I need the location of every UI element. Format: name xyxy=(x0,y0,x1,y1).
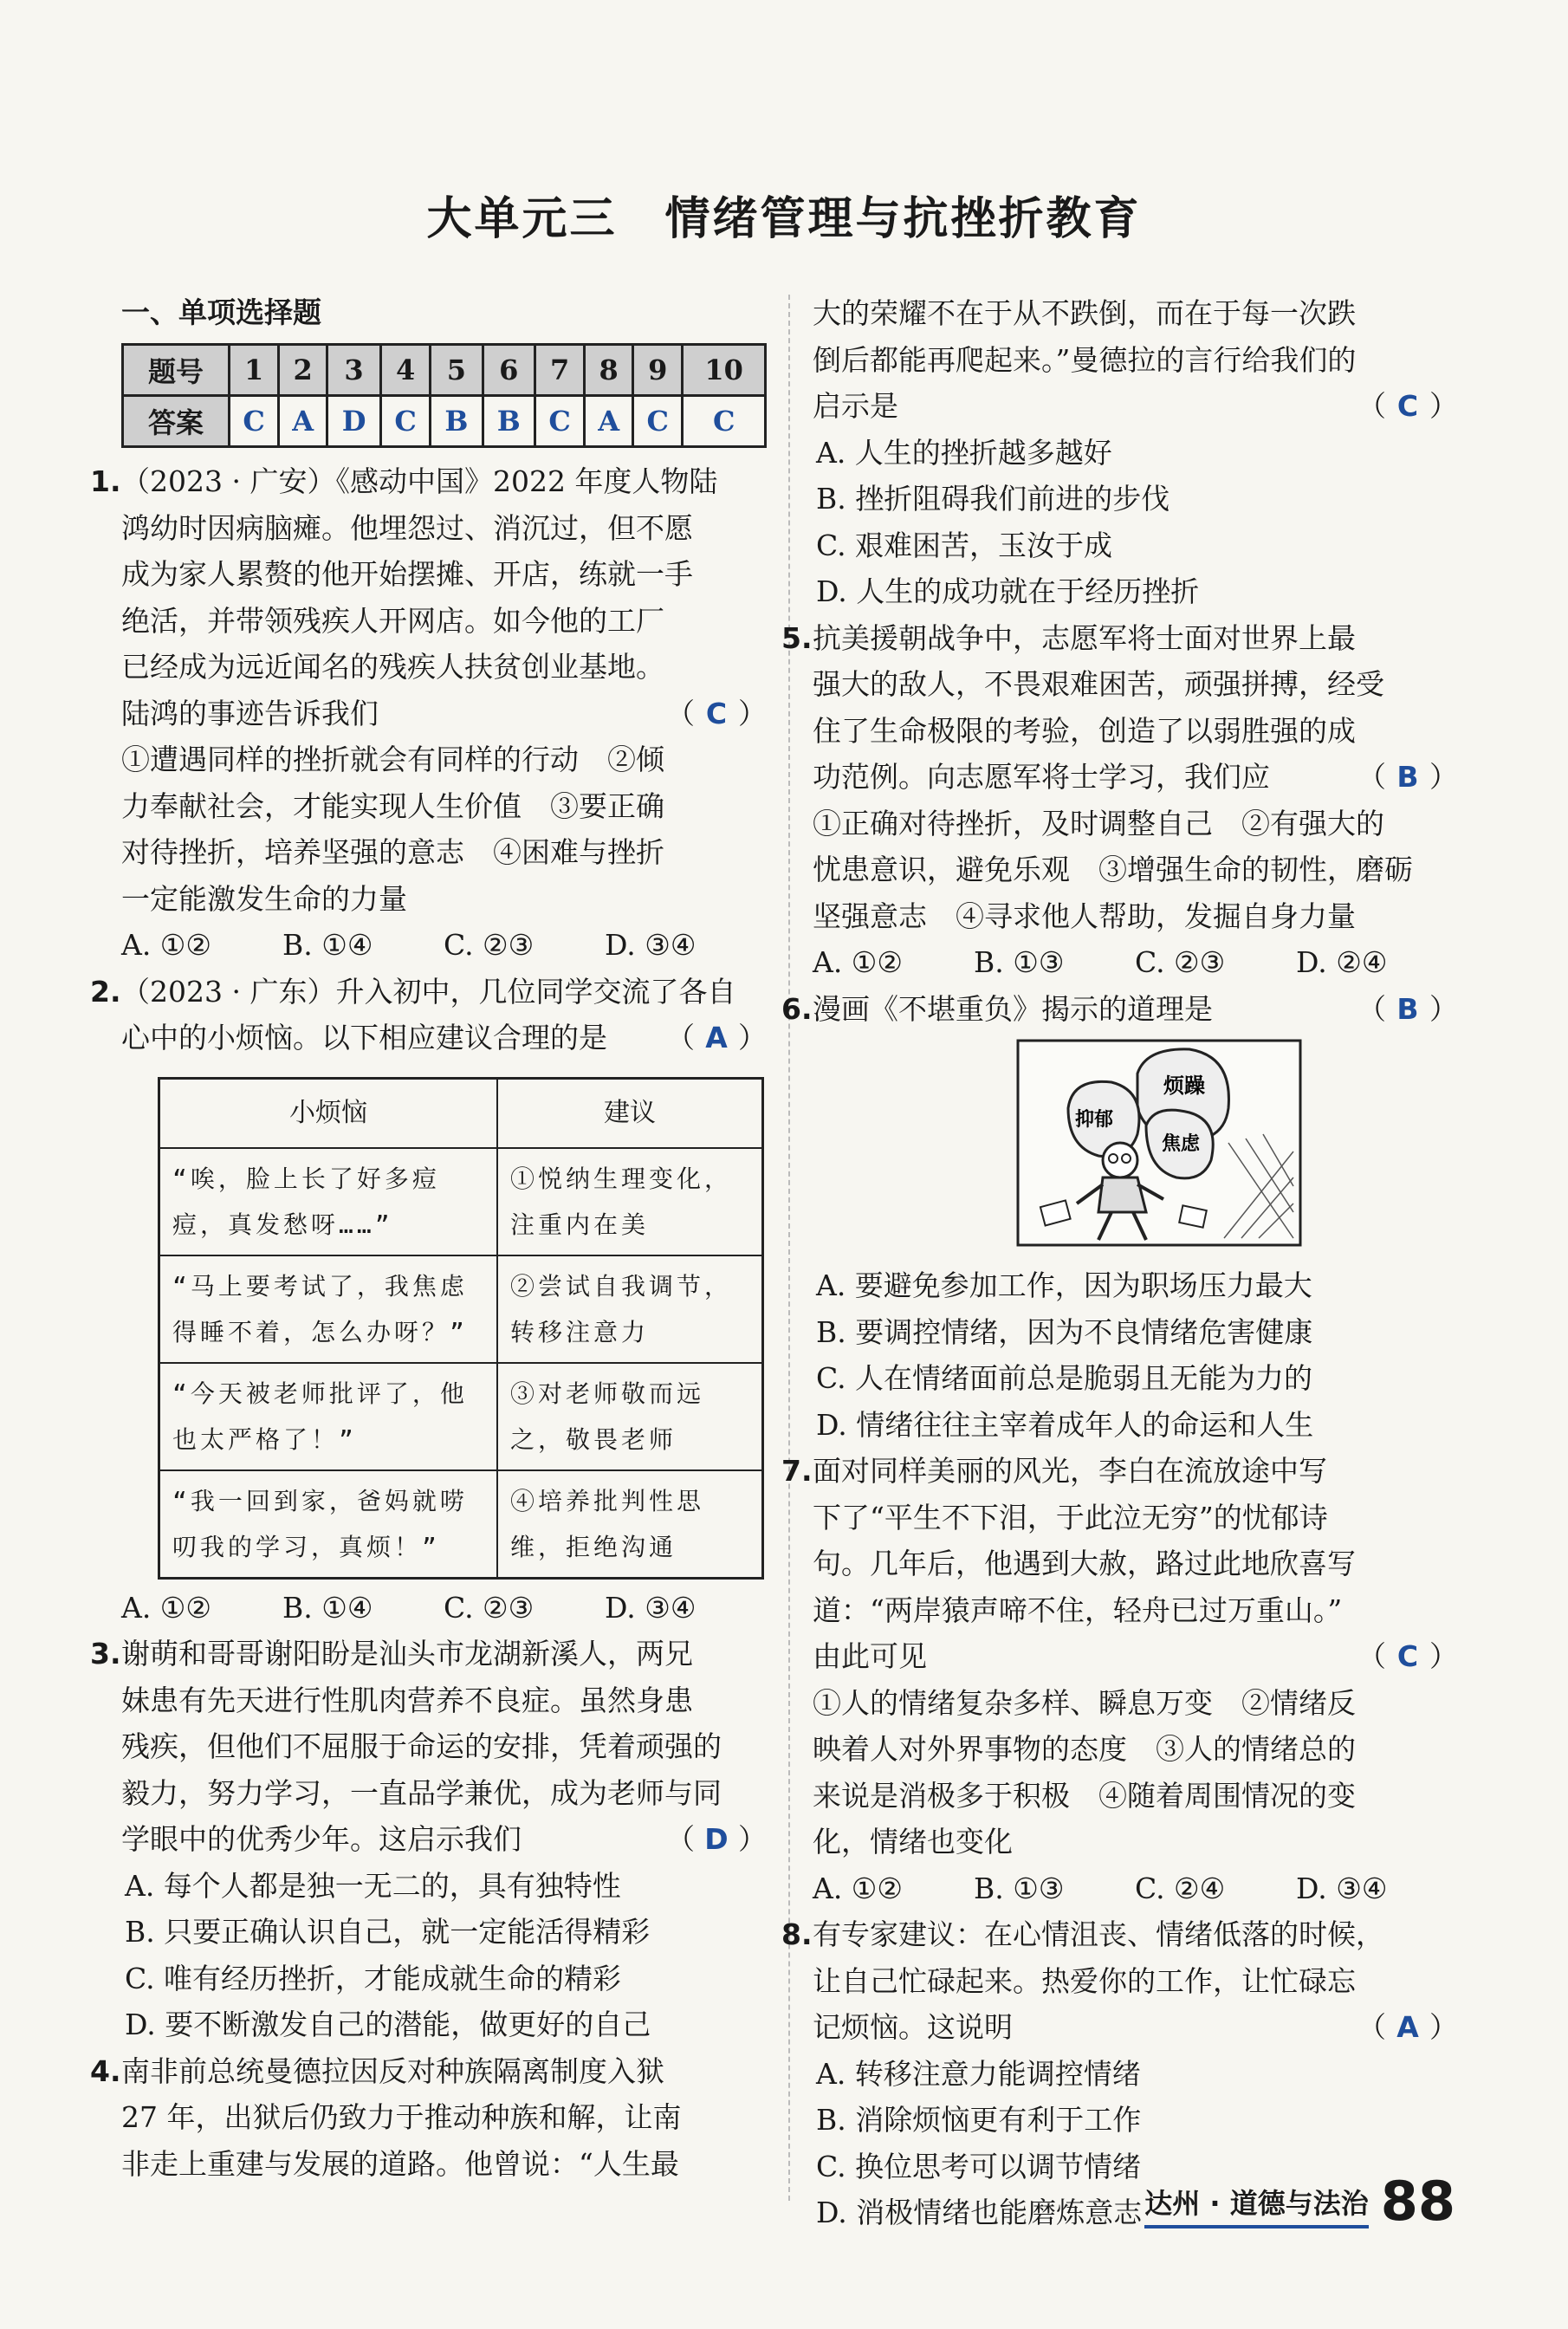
question-number: 2. xyxy=(90,974,121,1009)
answer-key-number: 5 xyxy=(431,345,483,396)
answer-key-number: 3 xyxy=(327,345,381,396)
option: B. ①③ xyxy=(974,945,1065,979)
page-title: 大单元三 情绪管理与抗挫折教育 xyxy=(426,193,1142,245)
question-4-part-1 xyxy=(90,2048,767,2188)
question-text: 大的荣耀不在于从不跌倒，而在于每一次跌 xyxy=(813,296,1356,330)
table-cell: ③对老师敬而远之，敬畏老师 xyxy=(497,1363,763,1470)
choice: A. 要避免参加工作，因为职场压力最大 xyxy=(816,1268,1312,1302)
question-2: 2. （2023 · 广东）升入初中，几位同学交流了各自 心中的小烦恼。以下相应建议合理的是 （ A ） 小烦恼 建议 “唉，脸上长了好多痘痘，真发愁呀……” ①悦纳生理变化，注重内在美 “马上要考试了，我焦虑得睡不着，怎么办呀？” ②尝试自我调节，转移注意力 “今天被老师批评了，他也太严格了！” ③对老师敬而远之，敬畏老师 “我一回到家，爸妈就唠叨我的学习，真烦！” ④培养批判性思维，拒绝沟通 A. ①② B. ①④ C. ②③ D. ③④ xyxy=(121,969,767,1632)
table-row xyxy=(159,1363,763,1470)
answer-letter: D xyxy=(704,1822,729,1856)
option: C. ②④ xyxy=(1135,1871,1226,1905)
question-text: 力奉献社会，才能实现人生价值 ③要正确 xyxy=(121,788,664,823)
answer-key-answer: D xyxy=(327,396,381,447)
answer-key-answer: C xyxy=(230,396,279,447)
answer-letter: C xyxy=(1396,389,1419,423)
answer-key-number: 8 xyxy=(585,345,633,396)
option: C. ②③ xyxy=(1135,945,1226,979)
option: A. ①② xyxy=(813,945,903,979)
option: A. ①② xyxy=(121,1590,211,1625)
left-column xyxy=(90,290,767,2187)
question-text: 成为家人累赘的他开始摆摊、开店，练就一手 xyxy=(121,557,693,591)
answer-key-number: 6 xyxy=(483,345,535,396)
question-text: 一定能激发生命的力量 xyxy=(121,881,407,916)
page-footer xyxy=(1144,2170,1455,2233)
question-8: 8. 有专家建议：在心情沮丧、情绪低落的时候， 让自己忙碌起来。热爱你的工作，让忙碌忘 记烦恼。这说明 （ A ） A. 转移注意力能调控情绪 B. 消除烦恼更有利于工作 C. 换位思考可以调节情绪 D. 消极情绪也能磨炼意志 xyxy=(813,1911,1458,2236)
question-text: 强大的敌人，不畏艰难困苦，顽强拼搏，经受 xyxy=(813,667,1384,701)
cartoon-label: 焦虑 xyxy=(1162,1133,1201,1155)
option: D. ③④ xyxy=(605,1590,697,1625)
question-text: （2023 · 广安）《感动中国》2022 年度人物陆 xyxy=(121,464,718,498)
choice: A. 转移注意力能调控情绪 xyxy=(816,2056,1141,2091)
option: B. ①④ xyxy=(282,1590,373,1625)
question-text: 映着人对外界事物的态度 ③人的情绪总的 xyxy=(813,1732,1356,1766)
table-cell: “唉，脸上长了好多痘痘，真发愁呀……” xyxy=(159,1148,498,1255)
question-text: 化，情绪也变化 xyxy=(813,1825,1013,1859)
option: D. ③④ xyxy=(1296,1871,1388,1905)
question-6: 6. 漫画《不堪重负》揭示的道理是 （ B ） 烦躁 抑郁 焦虑 A. 要避免参加工作，因为职场压力最大 B. 要调控情绪，因为不良情绪危害健康 C. 人在情绪面前总是脆弱且无能为力的 D. 情绪往往主宰着成年人的命运和人生 xyxy=(813,986,1458,1449)
choice: D. 人生的成功就在于经历挫折 xyxy=(816,574,1200,608)
answer-key-number-label: 题号 xyxy=(123,345,230,396)
question-text: 漫画《不堪重负》揭示的道理是 xyxy=(813,991,1213,1026)
question-number: 7. xyxy=(781,1454,813,1488)
question-text: 功范例。向志愿军将士学习，我们应 xyxy=(813,760,1270,794)
choice: B. 挫折阻碍我们前进的步伐 xyxy=(816,482,1170,516)
question-text: 启示是 xyxy=(813,389,898,423)
section-heading: 一、单项选择题 xyxy=(121,295,321,329)
answer-key-answer: B xyxy=(483,396,535,447)
question-text: 心中的小烦恼。以下相应建议合理的是 xyxy=(121,1021,607,1054)
question-text: 27 年，出狱后仍致力于推动种族和解，让南 xyxy=(121,2100,682,2134)
question-text: 谢萌和哥哥谢阳盼是汕头市龙湖新溪人，两兄 xyxy=(121,1637,693,1671)
option: D. ③④ xyxy=(605,928,697,962)
answer-letter: B xyxy=(1396,760,1419,794)
choice: C. 人在情绪面前总是脆弱且无能为力的 xyxy=(816,1361,1313,1395)
question-text: 已经成为远近闻名的残疾人扶贫创业基地。 xyxy=(121,650,664,684)
question-text: 来说是消极多于积极 ④随着周围情况的变 xyxy=(813,1778,1356,1813)
page-number: 88 xyxy=(1380,2170,1455,2233)
answer-letter: A xyxy=(1396,2010,1419,2044)
cartoon-label: 抑郁 xyxy=(1075,1109,1114,1131)
answer-key-number: 1 xyxy=(230,345,279,396)
table-cell: “今天被老师批评了，他也太严格了！” xyxy=(159,1363,498,1470)
question-text: 南非前总统曼德拉因反对种族隔离制度入狱 xyxy=(121,2053,664,2088)
choice: A. 每个人都是独一无二的，具有独特性 xyxy=(125,1868,621,1903)
question-number: 5. xyxy=(781,620,813,655)
table-cell: ④培养批判性思维，拒绝沟通 xyxy=(497,1470,763,1579)
question-text: 妹患有先天进行性肌肉营养不良症。虽然身患 xyxy=(121,1683,693,1717)
answer-key-number: 9 xyxy=(633,345,683,396)
option: A. ①② xyxy=(121,928,211,962)
right-column xyxy=(781,290,1458,2236)
options-row xyxy=(813,939,1458,986)
question-text: 由此可见 xyxy=(813,1639,927,1673)
question-text: 句。几年后，他遇到大赦，路过此地欣喜写 xyxy=(813,1547,1356,1580)
question-text: ①遭遇同样的挫折就会有同样的行动 ②倾 xyxy=(121,743,664,776)
cartoon-label: 烦躁 xyxy=(1163,1074,1205,1098)
answer-key-number: 2 xyxy=(279,345,327,396)
question-4-part-2: 大的荣耀不在于从不跌倒，而在于每一次跌 倒后都能再爬起来。”曼德拉的言行给我们的 启示是 （ C ） A. 人生的挫折越多越好 B. 挫折阻碍我们前进的步伐 C. 艰难困苦，玉汝于成 D. 人生的成功就在于经历挫折 xyxy=(813,290,1458,615)
option: B. ①③ xyxy=(974,1871,1065,1905)
question-text: ①人的情绪复杂多样、瞬息万变 ②情绪反 xyxy=(813,1685,1356,1720)
answer-letter: C xyxy=(1396,1639,1419,1673)
options-row xyxy=(813,1865,1458,1912)
options-row xyxy=(121,922,767,969)
question-5: 5. 抗美援朝战争中，志愿军将士面对世界上最 强大的敌人，不畏艰难困苦，顽强拼搏，经受 住了生命极限的考验，创造了以弱胜强的成 功范例。向志愿军将士学习，我们应 （ B ） ①正确对待挫折，及时调整自己 ②有强大的 忧患意识，避免乐观 ③增强生命的韧性，磨砺 坚强意志 ④寻求他人帮助，发掘自身力量 A. ①② B. ①③ C. ②③ D. ②④ xyxy=(813,615,1458,986)
answer-letter: B xyxy=(1396,991,1419,1026)
choice: B. 只要正确认识自己，就一定能活得精彩 xyxy=(125,1915,651,1949)
table-header: 建议 xyxy=(497,1078,763,1148)
question-text: 抗美援朝战争中，志愿军将士面对世界上最 xyxy=(813,620,1356,655)
option: C. ②③ xyxy=(444,928,535,962)
answer-key-answer: C xyxy=(535,396,584,447)
answer-key-answer: C xyxy=(380,396,430,447)
choice: D. 情绪往往主宰着成年人的命运和人生 xyxy=(816,1407,1314,1442)
question-text: 住了生命极限的考验，创造了以弱胜强的成 xyxy=(813,713,1356,748)
table-cell: “马上要考试了，我焦虑得睡不着，怎么办呀？” xyxy=(159,1255,498,1363)
option: A. ①② xyxy=(813,1871,903,1905)
question-number: 3. xyxy=(90,1637,121,1671)
question-number: 6. xyxy=(781,991,813,1026)
question-text: 有专家建议：在心情沮丧、情绪低落的时候， xyxy=(813,1917,1384,1951)
question-text: 下了“平生不下泪，于此泣无穷”的忧郁诗 xyxy=(813,1500,1328,1534)
question-text: 绝活，并带领残疾人开网店。如今他的工厂 xyxy=(121,603,664,638)
choice: C. 唯有经历挫折，才能成就生命的精彩 xyxy=(125,1961,622,1995)
answer-key-answer: B xyxy=(431,396,483,447)
answer-letter: C xyxy=(705,696,728,730)
option: D. ②④ xyxy=(1296,945,1388,979)
answer-key-answer-label: 答案 xyxy=(123,396,230,447)
question-text: 倒后都能再爬起来。”曼德拉的言行给我们的 xyxy=(813,342,1357,377)
question-text: ①正确对待挫折，及时调整自己 ②有强大的 xyxy=(813,806,1384,840)
option: C. ②③ xyxy=(444,1590,535,1625)
question-text: 忧患意识，避免乐观 ③增强生命的韧性，磨砺 xyxy=(813,853,1413,886)
option: B. ①④ xyxy=(282,928,373,962)
worries-advice-table xyxy=(158,1077,764,1580)
question-text: 让自己忙碌起来。热爱你的工作，让忙碌忘 xyxy=(813,1963,1356,1998)
choice: D. 消极情绪也能磨炼意志 xyxy=(816,2196,1143,2229)
choice: B. 要调控情绪，因为不良情绪危害健康 xyxy=(816,1314,1313,1349)
question-text: 陆鸿的事迹告诉我们 xyxy=(121,696,379,730)
question-text: 记烦恼。这说明 xyxy=(813,2010,1013,2044)
answer-letter: A xyxy=(705,1021,728,1054)
choice: A. 人生的挫折越多越好 xyxy=(816,435,1112,470)
table-header: 小烦恼 xyxy=(159,1078,498,1148)
question-text: 残疾，但他们不屈服于命运的安排，凭着顽强的 xyxy=(121,1729,722,1763)
answer-key-number: 7 xyxy=(535,345,584,396)
question-text: 道：“两岸猿声啼不住，轻舟已过万重山。” xyxy=(813,1593,1343,1627)
question-text: 坚强意志 ④寻求他人帮助，发掘自身力量 xyxy=(813,899,1356,933)
question-text: 鸿幼时因病脑瘫。他埋怨过、消沉过，但不愿 xyxy=(121,510,693,545)
table-row xyxy=(159,1148,763,1255)
choice: D. 要不断激发自己的潜能，做更好的自己 xyxy=(125,2008,651,2041)
choice: C. 艰难困苦，玉汝于成 xyxy=(816,528,1113,562)
question-text: 面对同样美丽的风光，李白在流放途中写 xyxy=(813,1454,1327,1488)
answer-key-answer: A xyxy=(279,396,327,447)
choice: C. 换位思考可以调节情绪 xyxy=(816,2149,1142,2183)
cartoon-burden-illustration xyxy=(1016,1039,1302,1247)
question-text: （2023 · 广东）升入初中，几位同学交流了各自 xyxy=(121,974,736,1009)
question-number: 8. xyxy=(781,1917,813,1951)
answer-key-table xyxy=(121,343,767,448)
options-row xyxy=(121,1585,767,1632)
table-row xyxy=(159,1255,763,1363)
table-cell: ②尝试自我调节，转移注意力 xyxy=(497,1255,763,1363)
question-text: 学眼中的优秀少年。这启示我们 xyxy=(121,1822,522,1856)
question-1: 1. （2023 · 广安）《感动中国》2022 年度人物陆 鸿幼时因病脑瘫。他埋怨过、消沉过，但不愿 成为家人累赘的他开始摆摊、开店，练就一手 绝活，并带领残疾人开网店。如今他的工厂 已经成为远近闻名的残疾人扶贫创业基地。 陆鸿的事迹告诉我们 （ C ） ①遭遇同样的挫折就会有同样的行动 ②倾 力奉献社会，才能实现人生价值 ③要正确 对待挫折，培养坚强的意志 ④困难与挫折 一定能激发生命的力量 A. ①② B. ①④ C. ②③ D. ③④ xyxy=(121,458,767,969)
question-text: 对待挫折，培养坚强的意志 ④困难与挫折 xyxy=(121,835,664,869)
question-text: 非走上重建与发展的道路。他曾说：“人生最 xyxy=(121,2146,679,2181)
answer-key-answer: C xyxy=(683,396,766,447)
table-cell: “我一回到家，爸妈就唠叨我的学习，真烦！” xyxy=(159,1470,498,1579)
table-row xyxy=(159,1470,763,1579)
table-cell: ①悦纳生理变化，注重内在美 xyxy=(497,1148,763,1255)
question-3: 3. 谢萌和哥哥谢阳盼是汕头市龙湖新溪人，两兄 妹患有先天进行性肌肉营养不良症。虽然身患 残疾，但他们不屈服于命运的安排，凭着顽强的 毅力，努力学习，一直品学兼优，成为老师与同 学眼中的优秀少年。这启示我们 （ D ） A. 每个人都是独一无二的，具有独特性 B. 只要正确认识自己，就一定能活得精彩 C. 唯有经历挫折，才能成就生命的精彩 D. 要不断激发自己的潜能，做更好的自己 xyxy=(121,1631,767,2048)
question-7: 7. 面对同样美丽的风光，李白在流放途中写 下了“平生不下泪，于此泣无穷”的忧郁诗 句。几年后，他遇到大赦，路过此地欣喜写 道：“两岸猿声啼不住，轻舟已过万重山。” 由此可见 （ C ） ①人的情绪复杂多样、瞬息万变 ②情绪反 映着人对外界事物的态度 ③人的情绪总的 来说是消极多于积极 ④随着周围情况的变 化，情绪也变化 A. ①② B. ①③ C. ②④ D. ③④ xyxy=(813,1448,1458,1911)
question-text: 毅力，努力学习，一直品学兼优，成为老师与同 xyxy=(121,1775,722,1810)
question-number: 1. xyxy=(90,464,121,498)
footer-label: 达州 · 道德与法治 xyxy=(1144,2182,1368,2228)
answer-key-answer: A xyxy=(585,396,633,447)
answer-key-answer: C xyxy=(633,396,683,447)
answer-key-number: 4 xyxy=(380,345,430,396)
choice: B. 消除烦恼更有利于工作 xyxy=(816,2103,1142,2137)
question-number: 4. xyxy=(90,2053,121,2088)
answer-key-number: 10 xyxy=(683,345,766,396)
